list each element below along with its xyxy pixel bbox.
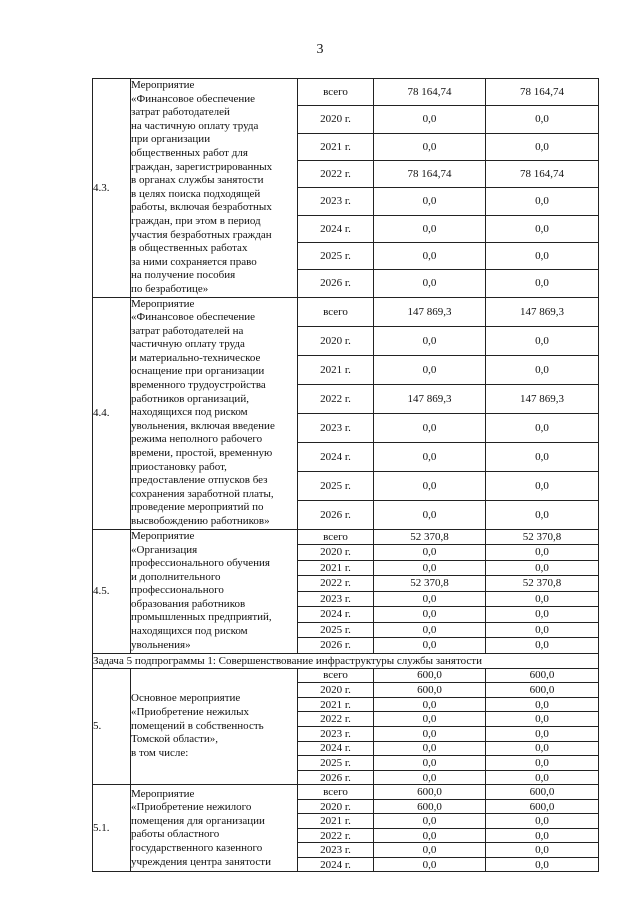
description-line: промышленных предприятий, [131, 611, 272, 624]
description-line: учреждения центра занятости [131, 855, 271, 868]
description-line: увольнения, включая введение [131, 419, 275, 432]
source-value-cell: 52 370,8 [486, 529, 599, 545]
source-value-cell: 0,0 [486, 607, 599, 623]
item-description [131, 668, 298, 785]
description-line: помещения для организации [131, 814, 265, 827]
item-description [131, 785, 298, 872]
total-value-cell: 600,0 [374, 683, 486, 698]
description-line: в органах службы занятости [131, 174, 264, 187]
description-line: высвобождению работников» [131, 515, 270, 527]
description-line: профессионального [131, 584, 224, 597]
year-cell: 2021 г. [298, 133, 374, 160]
year-cell: 2026 г. [298, 638, 374, 654]
description-line: сохранения заработной платы, [131, 487, 274, 500]
source-value-cell: 78 164,74 [486, 79, 599, 106]
year-cell: 2025 г. [298, 471, 374, 500]
description-line: «Организация [131, 543, 198, 556]
source-value-cell: 600,0 [486, 683, 599, 698]
source-value-cell: 0,0 [486, 857, 599, 872]
total-value-cell: 0,0 [374, 756, 486, 771]
source-value-cell: 0,0 [486, 133, 599, 160]
description-line: и материально-техническое [131, 351, 261, 364]
year-cell: 2020 г. [298, 799, 374, 814]
year-cell: всего [298, 529, 374, 545]
description-line: временного трудоустройства [131, 379, 266, 392]
description-line: времени, простой, временную [131, 447, 273, 460]
source-value-cell: 0,0 [486, 106, 599, 133]
description-line: затрат работодателей на [131, 324, 244, 337]
source-value-cell: 0,0 [486, 242, 599, 269]
description-line: в общественных работах [131, 242, 248, 255]
total-value-cell: 0,0 [374, 638, 486, 654]
year-cell: 2025 г. [298, 756, 374, 771]
year-cell: 2025 г. [298, 242, 374, 269]
total-value-cell: 0,0 [374, 413, 486, 442]
year-cell: всего [298, 79, 374, 106]
total-value-cell: 0,0 [374, 106, 486, 133]
total-value-cell: 0,0 [374, 133, 486, 160]
total-value-cell: 0,0 [374, 270, 486, 297]
description-line: участия безработных граждан [131, 228, 272, 241]
total-value-cell: 0,0 [374, 591, 486, 607]
source-value-cell: 0,0 [486, 828, 599, 843]
description-line: на получение пособия [131, 269, 236, 282]
source-value-cell: 0,0 [486, 638, 599, 654]
task-heading: Задача 5 подпрограммы 1: Совершенствование инфраструктуры службы занятости [93, 653, 599, 668]
page-number: 3 [316, 42, 324, 57]
source-value-cell: 78 164,74 [486, 160, 599, 187]
total-value-cell: 0,0 [374, 857, 486, 872]
total-value-cell: 0,0 [374, 242, 486, 269]
year-cell: 2024 г. [298, 857, 374, 872]
total-value-cell: 0,0 [374, 188, 486, 215]
source-value-cell: 600,0 [486, 668, 599, 683]
year-cell: всего [298, 668, 374, 683]
item-description [131, 79, 298, 298]
year-cell: 2023 г. [298, 726, 374, 741]
source-value-cell: 0,0 [486, 843, 599, 858]
source-value-cell: 0,0 [486, 622, 599, 638]
description-line: работников организаций, [131, 392, 249, 405]
description-line: общественных работ для [131, 146, 248, 159]
source-value-cell: 0,0 [486, 814, 599, 829]
description-line: «Финансовое обеспечение [131, 311, 256, 324]
total-value-cell: 600,0 [374, 799, 486, 814]
description-line: на частичную оплату труда [131, 119, 259, 132]
description-line: и дополнительного [131, 570, 221, 583]
year-cell: 2024 г. [298, 442, 374, 471]
year-cell: 2021 г. [298, 560, 374, 576]
item-description [131, 297, 298, 529]
description-line: граждан, при этом в период [131, 214, 261, 227]
year-cell: 2023 г. [298, 843, 374, 858]
table-row [93, 297, 599, 326]
item-description [131, 529, 298, 653]
description-line: Мероприятие [131, 529, 195, 542]
table-row [93, 668, 599, 683]
year-cell: 2022 г. [298, 828, 374, 843]
description-line: проведение мероприятий по [131, 501, 264, 514]
year-cell: 2020 г. [298, 106, 374, 133]
year-cell: 2026 г. [298, 270, 374, 297]
item-number: 4.4. [93, 297, 131, 529]
description-line: режима неполного рабочего [131, 433, 263, 446]
total-value-cell: 0,0 [374, 471, 486, 500]
description-line: Основное мероприятие [131, 692, 241, 705]
total-value-cell: 0,0 [374, 828, 486, 843]
task-row [93, 653, 599, 668]
description-line: государственного казенного [131, 841, 263, 854]
source-value-cell: 147 869,3 [486, 384, 599, 413]
source-value-cell: 0,0 [486, 726, 599, 741]
year-cell: всего [298, 785, 374, 800]
source-value-cell: 0,0 [486, 188, 599, 215]
year-cell: 2021 г. [298, 355, 374, 384]
description-line: образования работников [131, 597, 246, 610]
total-value-cell: 0,0 [374, 215, 486, 242]
description-line: в целях поиска подходящей [131, 187, 261, 200]
description-line: при организации [131, 133, 211, 146]
source-value-cell: 0,0 [486, 560, 599, 576]
description-line: находящихся под риском [131, 625, 248, 638]
year-cell: 2020 г. [298, 545, 374, 561]
source-value-cell: 0,0 [486, 471, 599, 500]
description-line: граждан, зарегистрированных [131, 160, 273, 173]
total-value-cell: 52 370,8 [374, 529, 486, 545]
year-cell: 2022 г. [298, 712, 374, 727]
source-value-cell: 0,0 [486, 697, 599, 712]
description-line: приостановку работ, [131, 460, 227, 473]
source-value-cell: 600,0 [486, 799, 599, 814]
year-cell: 2025 г. [298, 622, 374, 638]
source-value-cell: 147 869,3 [486, 297, 599, 326]
year-cell: 2023 г. [298, 413, 374, 442]
year-cell: 2022 г. [298, 384, 374, 413]
total-value-cell: 0,0 [374, 326, 486, 355]
source-value-cell: 52 370,8 [486, 576, 599, 592]
item-number: 5.1. [93, 785, 131, 872]
total-value-cell: 52 370,8 [374, 576, 486, 592]
description-line: помещений в собственность [131, 719, 264, 732]
source-value-cell: 0,0 [486, 413, 599, 442]
source-value-cell: 0,0 [486, 712, 599, 727]
item-number: 5. [93, 668, 131, 785]
total-value-cell: 0,0 [374, 442, 486, 471]
description-line: работы областного [131, 828, 220, 841]
year-cell: 2021 г. [298, 697, 374, 712]
year-cell: 2024 г. [298, 741, 374, 756]
description-line: Мероприятие [131, 79, 195, 91]
description-line: Томской области», [131, 733, 218, 746]
item-number: 4.5. [93, 529, 131, 653]
description-line: частичную оплату труда [131, 338, 245, 351]
total-value-cell: 600,0 [374, 785, 486, 800]
table-row [93, 529, 599, 545]
budget-table [92, 78, 599, 872]
source-value-cell: 0,0 [486, 770, 599, 785]
description-line: «Приобретение нежилого [131, 801, 252, 814]
description-line: работы, включая безработных [131, 201, 272, 214]
total-value-cell: 0,0 [374, 741, 486, 756]
year-cell: всего [298, 297, 374, 326]
description-line: «Финансовое обеспечение [131, 92, 256, 105]
source-value-cell: 0,0 [486, 215, 599, 242]
year-cell: 2026 г. [298, 500, 374, 529]
total-value-cell: 0,0 [374, 355, 486, 384]
source-value-cell: 0,0 [486, 545, 599, 561]
source-value-cell: 600,0 [486, 785, 599, 800]
total-value-cell: 600,0 [374, 668, 486, 683]
year-cell: 2023 г. [298, 188, 374, 215]
source-value-cell: 0,0 [486, 270, 599, 297]
source-value-cell: 0,0 [486, 741, 599, 756]
total-value-cell: 147 869,3 [374, 297, 486, 326]
total-value-cell: 0,0 [374, 843, 486, 858]
total-value-cell: 0,0 [374, 622, 486, 638]
total-value-cell: 0,0 [374, 697, 486, 712]
total-value-cell: 0,0 [374, 607, 486, 623]
total-value-cell: 78 164,74 [374, 160, 486, 187]
total-value-cell: 0,0 [374, 560, 486, 576]
description-line: оснащение при организации [131, 365, 265, 378]
description-line: «Приобретение нежилых [131, 706, 250, 719]
source-value-cell: 0,0 [486, 756, 599, 771]
description-line: Мероприятие [131, 787, 195, 800]
year-cell: 2022 г. [298, 576, 374, 592]
year-cell: 2021 г. [298, 814, 374, 829]
item-number: 4.3. [93, 79, 131, 298]
table-row [93, 785, 599, 800]
description-line: за ними сохраняется право [131, 255, 257, 268]
year-cell: 2024 г. [298, 215, 374, 242]
year-cell: 2026 г. [298, 770, 374, 785]
source-value-cell: 0,0 [486, 442, 599, 471]
description-line: предоставление отпусков без [131, 474, 268, 487]
source-value-cell: 0,0 [486, 326, 599, 355]
source-value-cell: 0,0 [486, 591, 599, 607]
year-cell: 2022 г. [298, 160, 374, 187]
description-line: профессионального обучения [131, 557, 270, 570]
year-cell: 2020 г. [298, 683, 374, 698]
total-value-cell: 78 164,74 [374, 79, 486, 106]
total-value-cell: 0,0 [374, 726, 486, 741]
description-line: затрат работодателей [131, 106, 230, 119]
description-line: увольнения» [131, 638, 191, 651]
table-row [93, 79, 599, 106]
total-value-cell: 0,0 [374, 545, 486, 561]
total-value-cell: 0,0 [374, 500, 486, 529]
description-line: Мероприятие [131, 297, 195, 310]
year-cell: 2024 г. [298, 607, 374, 623]
total-value-cell: 0,0 [374, 770, 486, 785]
year-cell: 2020 г. [298, 326, 374, 355]
year-cell: 2023 г. [298, 591, 374, 607]
total-value-cell: 0,0 [374, 712, 486, 727]
description-line: находящихся под риском [131, 406, 248, 419]
description-line: в том числе: [131, 746, 189, 759]
source-value-cell: 0,0 [486, 355, 599, 384]
total-value-cell: 0,0 [374, 814, 486, 829]
source-value-cell: 0,0 [486, 500, 599, 529]
total-value-cell: 147 869,3 [374, 384, 486, 413]
description-line: по безработице» [131, 282, 209, 295]
